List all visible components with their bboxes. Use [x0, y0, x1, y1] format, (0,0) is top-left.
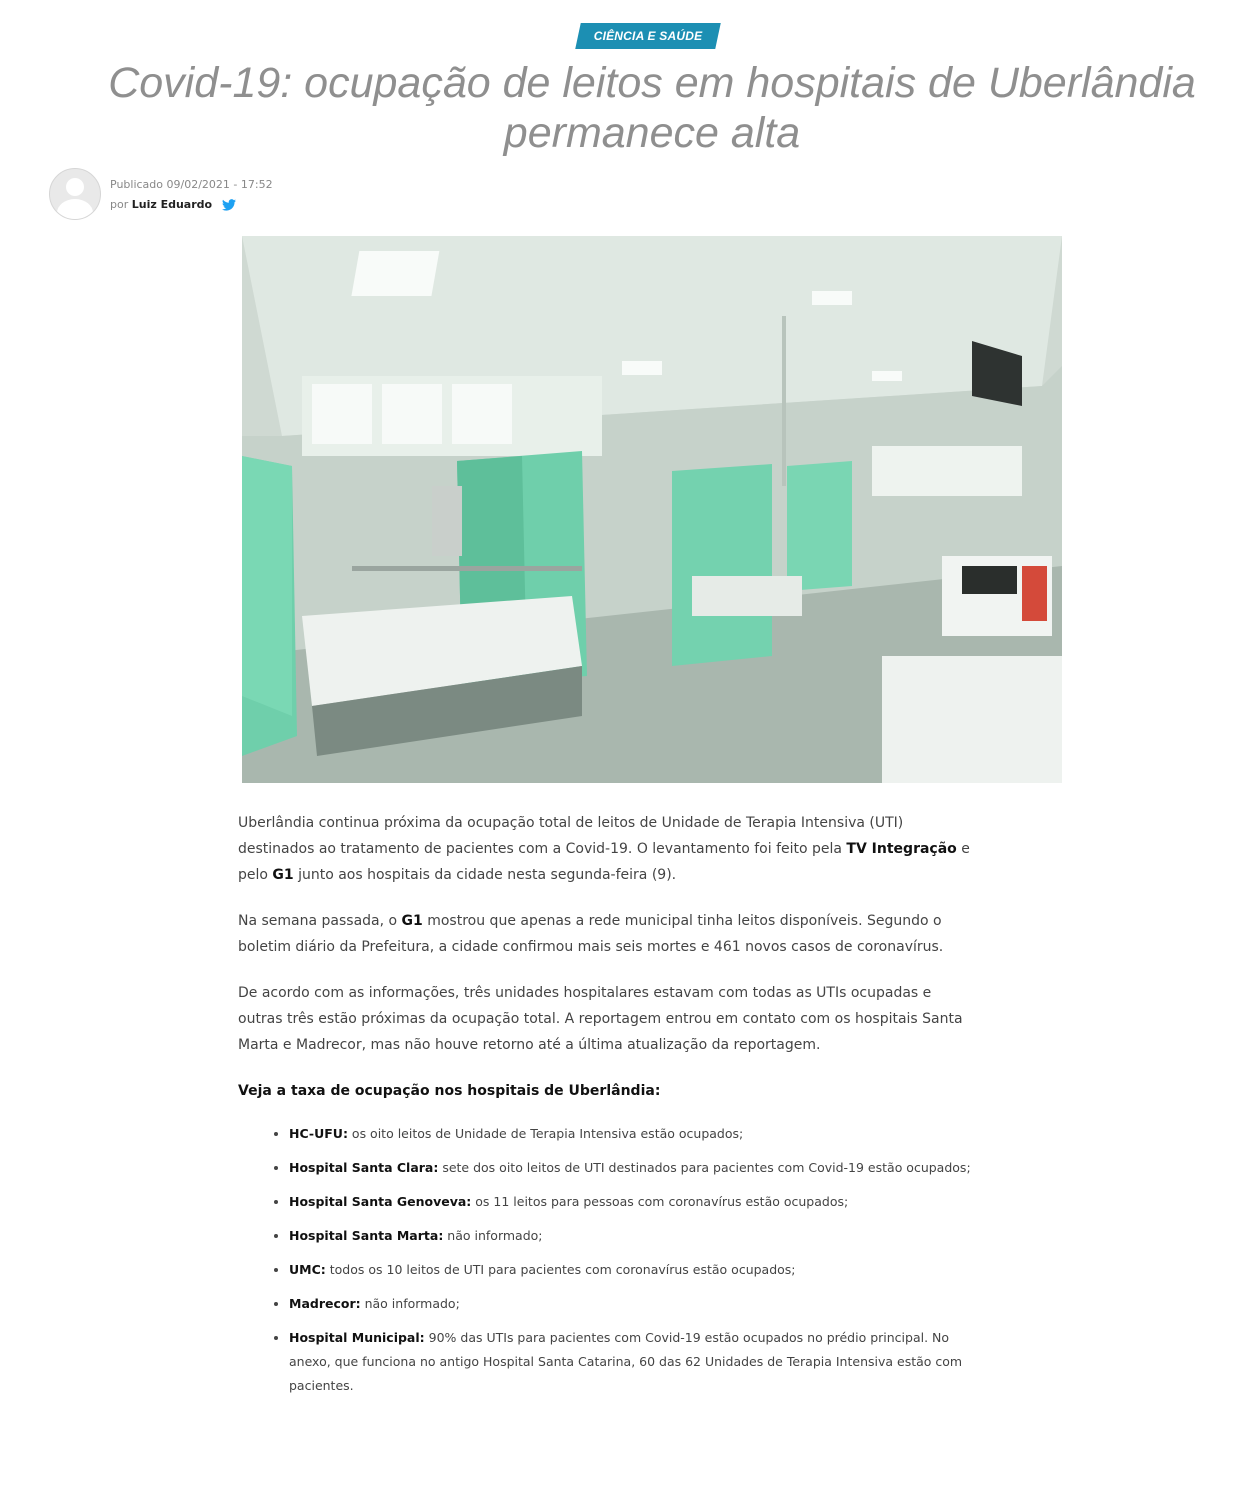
category-badge[interactable] [575, 23, 721, 49]
byline [110, 175, 273, 215]
list-item: • Hospital Santa Marta: não informado; [289, 1224, 973, 1248]
paragraph-2: Na semana passada, o G1 mostrou que apenas a rede municipal tinha leitos disponíveis. Segundo o boletim diário da Prefeitura, a cidade confirmou mais seis mortes e 461 novos casos de coronavírus. [238, 913, 944, 955]
list-item: • Hospital Municipal: 90% das UTIs para pacientes com Covid-19 estão ocupados no prédio principal. No anexo, que funciona no antigo Hospital Santa Catarina, 60 das 62 Unidades de Terapia Intensiva estão com pacientes. [289, 1326, 973, 1398]
list-item: • Hospital Santa Clara: sete dos oito leitos de UTI destinados para pacientes com Covid-19 estão ocupados; [289, 1156, 973, 1180]
author-avatar[interactable] [49, 168, 101, 220]
hospital-icu-photo [242, 236, 1062, 783]
list-item: • Hospital Santa Genoveva: os 11 leitos para pessoas com coronavírus estão ocupados; [289, 1190, 973, 1214]
list-title: Veja a taxa de ocupação nos hospitais de Uberlândia: [238, 1083, 661, 1099]
g1-mention: G1 [272, 867, 294, 883]
article-title: Covid-19: ocupação de leitos em hospitais de Uberlândia permanece alta [108, 59, 1196, 157]
article-body [238, 810, 973, 1408]
list-item: • HC-UFU: os oito leitos de Unidade de Terapia Intensiva estão ocupados; [289, 1122, 973, 1146]
list-item: • UMC: todos os 10 leitos de UTI para pacientes com coronavírus estão ocupados; [289, 1258, 973, 1282]
paragraph-1: Uberlândia continua próxima da ocupação total de leitos de Unidade de Terapia Intensiva (UTI) destinados ao tratamento de pacientes com a Covid-19. O levantamento foi feito pela TV Integração e pelo G1 junto aos hospitais da cidade nesta segunda-feira (9). [238, 815, 970, 883]
tv-integracao-mention: TV Integração [846, 841, 957, 857]
twitter-icon[interactable] [222, 199, 236, 211]
hospital-list [238, 1122, 973, 1398]
category-label: CIÊNCIA E SAÚDE [593, 29, 703, 43]
list-item: • Madrecor: não informado; [289, 1292, 973, 1316]
publish-date: Publicado 09/02/2021 - 17:52 [110, 178, 273, 191]
author-link[interactable]: Luiz Eduardo [131, 198, 213, 211]
g1-mention: G1 [401, 913, 423, 929]
paragraph-3: De acordo com as informações, três unidades hospitalares estavam com todas as UTIs ocupadas e outras três estão próximas da ocupação total. A reportagem entrou em contato com os hospitais Santa Marta e Madrecor, mas não houve retorno até a última atualização da reportagem. [238, 985, 963, 1053]
byline-prefix: por [110, 198, 129, 211]
